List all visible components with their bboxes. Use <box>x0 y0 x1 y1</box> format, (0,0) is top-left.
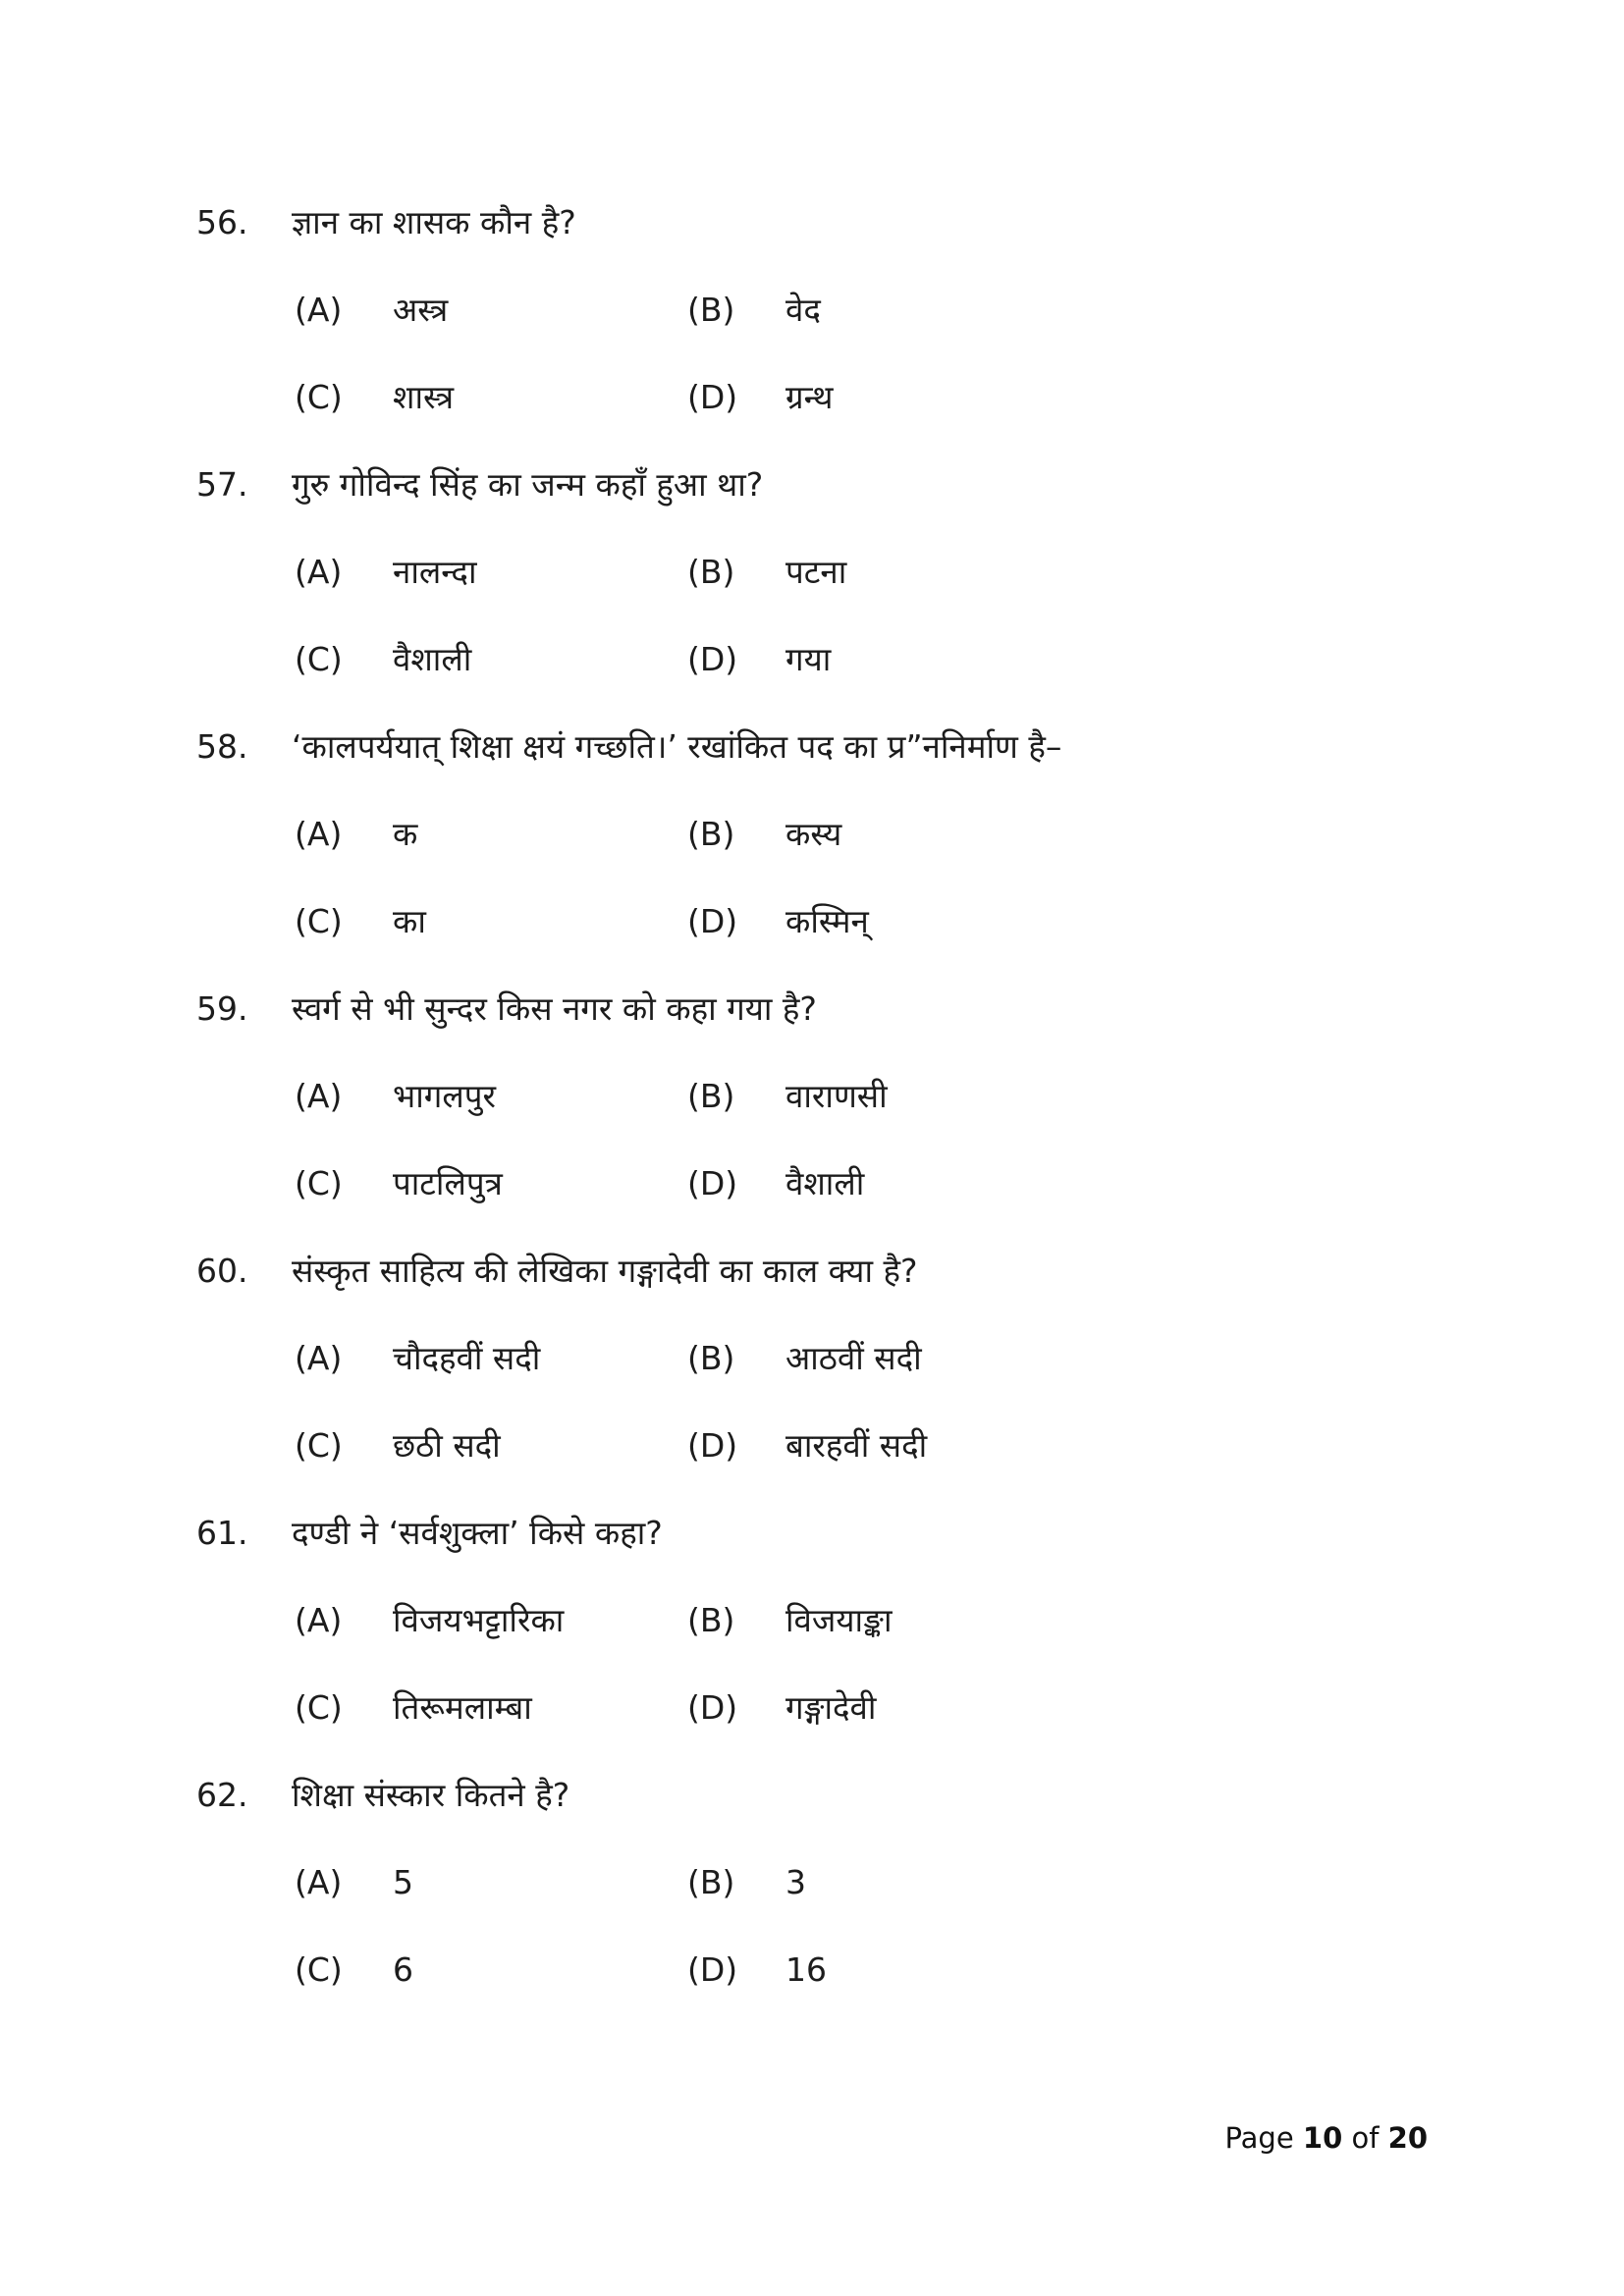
option-text: बारहवीं सदी <box>785 1426 928 1465</box>
option-c <box>295 1162 687 1205</box>
question-text: गुरु गोविन्द सिंह का जन्म कहाँ हुआ था? <box>292 465 764 504</box>
option-d <box>687 1686 1080 1730</box>
option-text: अस्त्र <box>393 291 449 329</box>
option-text: क <box>393 815 418 853</box>
question-61 <box>0 1512 1624 1730</box>
option-label: (A) <box>295 1339 343 1377</box>
option-label: (B) <box>687 1339 735 1377</box>
question-text: ‘कालपर्ययात् शिक्षा क्षयं गच्छति।’ रखांकित पद का प्र”ननिर्माण है– <box>292 727 1062 766</box>
question-text: दण्डी ने ‘सर्वशुक्ला’ किसे कहा? <box>292 1514 663 1552</box>
option-c <box>295 900 687 943</box>
option-text: 6 <box>393 1950 413 1989</box>
question-number: 57. <box>196 465 248 504</box>
option-c <box>295 1424 687 1468</box>
option-b <box>687 289 1080 332</box>
question-text: शिक्षा संस्कार कितने है? <box>292 1776 570 1814</box>
option-label: (B) <box>687 1601 735 1639</box>
option-c <box>295 638 687 681</box>
option-label: (C) <box>295 1426 343 1465</box>
option-text: कस्मिन् <box>785 902 869 940</box>
option-text: छठी सदी <box>393 1426 501 1465</box>
option-label: (C) <box>295 1688 343 1727</box>
option-label: (C) <box>295 640 343 678</box>
option-text: कस्य <box>785 815 842 853</box>
option-d <box>687 1424 1080 1468</box>
option-text: तिरूमलाम्बा <box>393 1688 532 1727</box>
option-a <box>295 1861 687 1904</box>
option-text: पाटलिपुत्र <box>393 1164 503 1202</box>
option-a <box>295 551 687 594</box>
option-label: (B) <box>687 815 735 853</box>
option-text: वेद <box>785 291 821 329</box>
option-label: (A) <box>295 1077 343 1115</box>
question-62 <box>0 1774 1624 1992</box>
option-label: (D) <box>687 640 738 678</box>
option-d <box>687 376 1080 419</box>
option-d <box>687 900 1080 943</box>
option-label: (B) <box>687 1863 735 1901</box>
footer-of-word: of <box>1351 2121 1380 2155</box>
option-label: (D) <box>687 902 738 940</box>
option-text: वैशाली <box>393 640 472 678</box>
option-a <box>295 813 687 856</box>
option-text: नालन्दा <box>393 553 477 591</box>
option-b <box>687 1861 1080 1904</box>
option-label: (D) <box>687 1950 738 1989</box>
option-b <box>687 551 1080 594</box>
option-text: आठवीं सदी <box>785 1339 922 1377</box>
question-number: 61. <box>196 1514 248 1552</box>
option-label: (D) <box>687 378 738 416</box>
option-text: का <box>393 902 426 940</box>
option-text: 16 <box>785 1950 827 1989</box>
page-footer <box>1224 2120 1428 2156</box>
option-d <box>687 638 1080 681</box>
footer-page-word: Page <box>1224 2121 1294 2155</box>
question-number: 59. <box>196 989 248 1028</box>
question-57 <box>0 463 1624 681</box>
option-a <box>295 1599 687 1642</box>
option-label: (B) <box>687 1077 735 1115</box>
option-text: पटना <box>785 553 847 591</box>
footer-page-number: 10 <box>1302 2121 1343 2155</box>
option-text: वाराणसी <box>785 1077 888 1115</box>
option-b <box>687 1337 1080 1380</box>
option-label: (A) <box>295 1863 343 1901</box>
option-b <box>687 813 1080 856</box>
option-text: चौदहवीं सदी <box>393 1339 541 1377</box>
option-text: वैशाली <box>785 1164 865 1202</box>
option-label: (A) <box>295 815 343 853</box>
option-text: 5 <box>393 1863 413 1901</box>
option-label: (C) <box>295 1950 343 1989</box>
option-text: गया <box>785 640 832 678</box>
option-text: भागलपुर <box>393 1077 496 1115</box>
option-c <box>295 1949 687 1992</box>
question-text: स्वर्ग से भी सुन्दर किस नगर को कहा गया है? <box>292 989 817 1028</box>
question-number: 58. <box>196 727 248 766</box>
option-label: (B) <box>687 291 735 329</box>
question-list <box>0 201 1624 2036</box>
option-d <box>687 1949 1080 1992</box>
question-number: 62. <box>196 1776 248 1814</box>
question-number: 60. <box>196 1252 248 1290</box>
option-label: (A) <box>295 553 343 591</box>
option-text: विजयभट्टारिका <box>393 1601 565 1639</box>
option-text: गङ्गादेवी <box>785 1688 877 1727</box>
option-label: (A) <box>295 291 343 329</box>
question-56 <box>0 201 1624 419</box>
option-b <box>687 1599 1080 1642</box>
option-c <box>295 1686 687 1730</box>
option-label: (A) <box>295 1601 343 1639</box>
option-c <box>295 376 687 419</box>
question-59 <box>0 988 1624 1205</box>
option-text: विजयाङ्का <box>785 1601 893 1639</box>
option-label: (B) <box>687 553 735 591</box>
option-a <box>295 289 687 332</box>
option-label: (C) <box>295 902 343 940</box>
option-text: ग्रन्थ <box>785 378 834 416</box>
question-text: ज्ञान का शासक कौन है? <box>292 203 576 241</box>
option-text: 3 <box>785 1863 806 1901</box>
option-b <box>687 1075 1080 1118</box>
question-text: संस्कृत साहित्य की लेखिका गङ्गादेवी का काल क्या है? <box>292 1252 918 1290</box>
option-label: (C) <box>295 378 343 416</box>
question-60 <box>0 1250 1624 1468</box>
option-d <box>687 1162 1080 1205</box>
footer-total-pages: 20 <box>1387 2121 1428 2155</box>
option-label: (D) <box>687 1164 738 1202</box>
option-a <box>295 1337 687 1380</box>
option-a <box>295 1075 687 1118</box>
option-text: शास्त्र <box>393 378 455 416</box>
question-58 <box>0 725 1624 943</box>
option-label: (D) <box>687 1426 738 1465</box>
question-number: 56. <box>196 203 248 241</box>
option-label: (C) <box>295 1164 343 1202</box>
option-label: (D) <box>687 1688 738 1727</box>
